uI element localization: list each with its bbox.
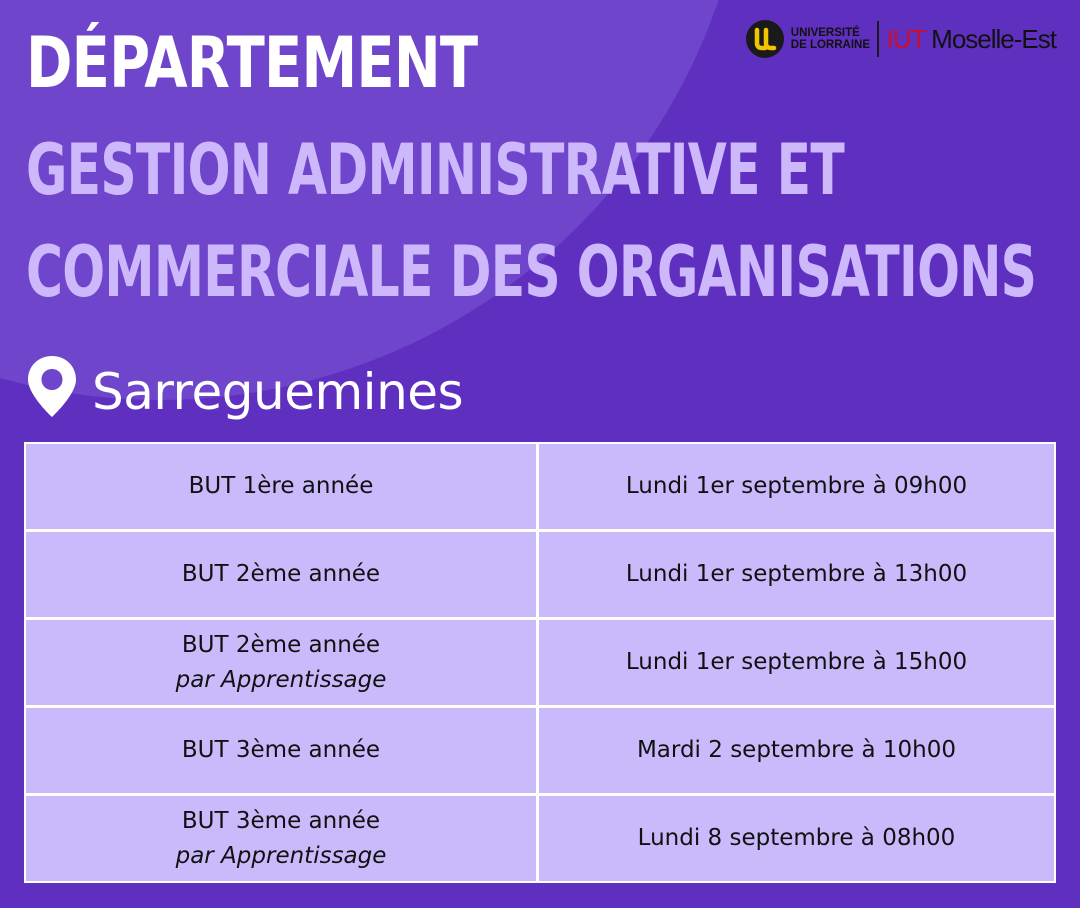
campus-location — [26, 352, 463, 432]
level-label: BUT 3ème année — [181, 737, 381, 763]
table-row — [26, 444, 1054, 532]
level-note: par Apprentissage — [175, 666, 387, 693]
logos — [746, 18, 1056, 60]
universite-de-lorraine-logo-icon — [746, 20, 784, 58]
schedule-table — [24, 442, 1056, 883]
department-name-line1: GESTION ADMINISTRATIVE ET — [26, 129, 844, 211]
date-label: Lundi 1er septembre à 13h00 — [625, 561, 968, 587]
iut-moselle-est-logo — [887, 24, 1056, 55]
level-cell — [26, 532, 539, 620]
level-label: BUT 2ème année — [181, 561, 381, 587]
universite-de-lorraine-wordmark — [791, 27, 870, 51]
level-cell — [26, 620, 539, 708]
table-row — [26, 620, 1054, 708]
level-label: BUT 1ère année — [188, 473, 374, 499]
university-name-line2: DE LORRAINE — [790, 39, 871, 51]
date-cell — [539, 532, 1054, 620]
table-row — [26, 796, 1054, 881]
university-name-line1: UNIVERSITÉ — [790, 27, 860, 39]
level-cell — [26, 796, 539, 881]
date-cell — [539, 796, 1054, 881]
map-pin-icon — [26, 354, 78, 420]
table-row — [26, 532, 1054, 620]
level-cell — [26, 444, 539, 532]
date-label: Mardi 2 septembre à 10h00 — [636, 737, 957, 763]
date-cell — [539, 444, 1054, 532]
level-label: BUT 2ème année — [181, 631, 381, 658]
level-cell — [26, 708, 539, 796]
department-title: DÉPARTEMENT — [26, 22, 478, 104]
table-row — [26, 708, 1054, 796]
date-cell — [539, 708, 1054, 796]
date-label: Lundi 8 septembre à 08h00 — [637, 825, 956, 851]
date-label: Lundi 1er septembre à 15h00 — [625, 649, 968, 675]
level-label: BUT 3ème année — [181, 807, 381, 834]
iut-name: Moselle-Est — [931, 23, 1056, 54]
date-cell — [539, 620, 1054, 708]
campus-name: Sarreguemines — [92, 363, 464, 421]
level-note: par Apprentissage — [175, 842, 387, 869]
logo-divider — [877, 21, 879, 57]
iut-prefix: IUT — [886, 23, 925, 54]
department-name-line2: COMMERCIALE DES ORGANISATIONS — [26, 231, 1037, 313]
date-label: Lundi 1er septembre à 09h00 — [625, 473, 968, 499]
